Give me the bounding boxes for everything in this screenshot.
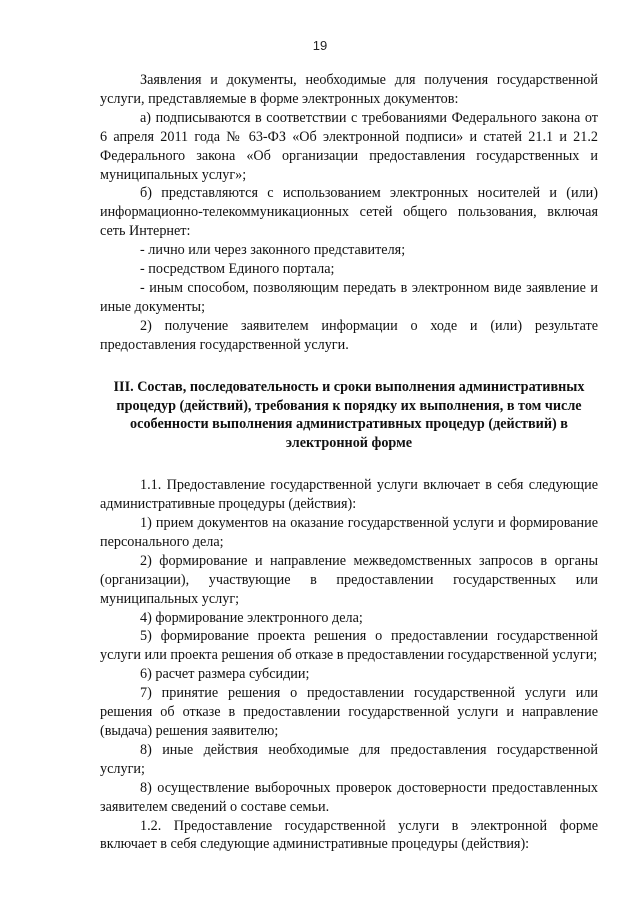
paragraph-dash-portal: - посредством Единого портала; <box>140 261 335 278</box>
paragraph-procedure-7: 7) принятие решения о предоставлении государственной услуги или решения об отказе в предоставлении государственной услуги и направление (выдача) решения заявителю; <box>100 685 598 739</box>
paragraph-item-b: б) представляются с использованием электронных носителей и (или) информационно-телекоммуникационных сетей общего пользования, включая сеть Интернет: <box>100 185 598 240</box>
paragraph-1-2: 1.2. Предоставление государственной услуги в электронной форме включает в себя следующие административные процедуры (действия): <box>100 817 598 853</box>
paragraph-dash-personally: - лично или через законного представителя; <box>140 242 406 259</box>
paragraph-procedure-6: 6) расчет размера субсидии; <box>140 666 310 683</box>
paragraph-procedure-2: 2) формирование и направление межведомственных запросов в органы (организации), участвующие в предоставлении государственных или муниципальных услуг; <box>100 552 598 607</box>
paragraph-item-2-information: 2) получение заявителем информации о ходе и (или) результате предоставления государственной услуги. <box>100 317 598 353</box>
paragraph-item-a: а) подписываются в соответствии с требованиями Федерального закона от 6 апреля 2011 года № 63-ФЗ «Об электронной подписи» и статей 21.1 и 21.2 Федерального закона «Об организации предоставления государственных и муниципальных услуг»; <box>100 109 598 183</box>
document-body <box>100 71 598 854</box>
paragraph-electronic-documents-intro: Заявления и документы, необходимые для получения государственной услуги, представляемые в форме электронных документов: <box>100 72 598 107</box>
paragraph-dash-other-way: - иным способом, позволяющим передать в электронном виде заявление и иные документы; <box>100 279 598 315</box>
paragraph-procedure-8-checks: 8) осуществление выборочных проверок достоверности предоставленных заявителем сведений о составе семьи. <box>100 779 598 815</box>
paragraph-procedure-8-other: 8) иные действия необходимые для предоставления государственной услуги; <box>100 741 598 777</box>
paragraph-procedure-1: 1) прием документов на оказание государственной услуги и формирование персонального дела; <box>100 515 598 550</box>
paragraph-procedure-5: 5) формирование проекта решения о предоставлении государственной услуги или проекта решения об отказе в предоставлении государственной услуги; <box>100 628 598 664</box>
section-heading: III. Состав, последовательность и сроки выполнения административных процедур (действий), требования к порядку их выполнения, в том числе особенности выполнения административных процедур (действий) в электронной форме <box>113 378 585 452</box>
page-number: 19 <box>312 38 328 53</box>
paragraph-procedure-4: 4) формирование электронного дела; <box>140 609 363 626</box>
paragraph-1-1: 1.1. Предоставление государственной услуги включает в себя следующие административные процедуры (действия): <box>100 477 598 513</box>
